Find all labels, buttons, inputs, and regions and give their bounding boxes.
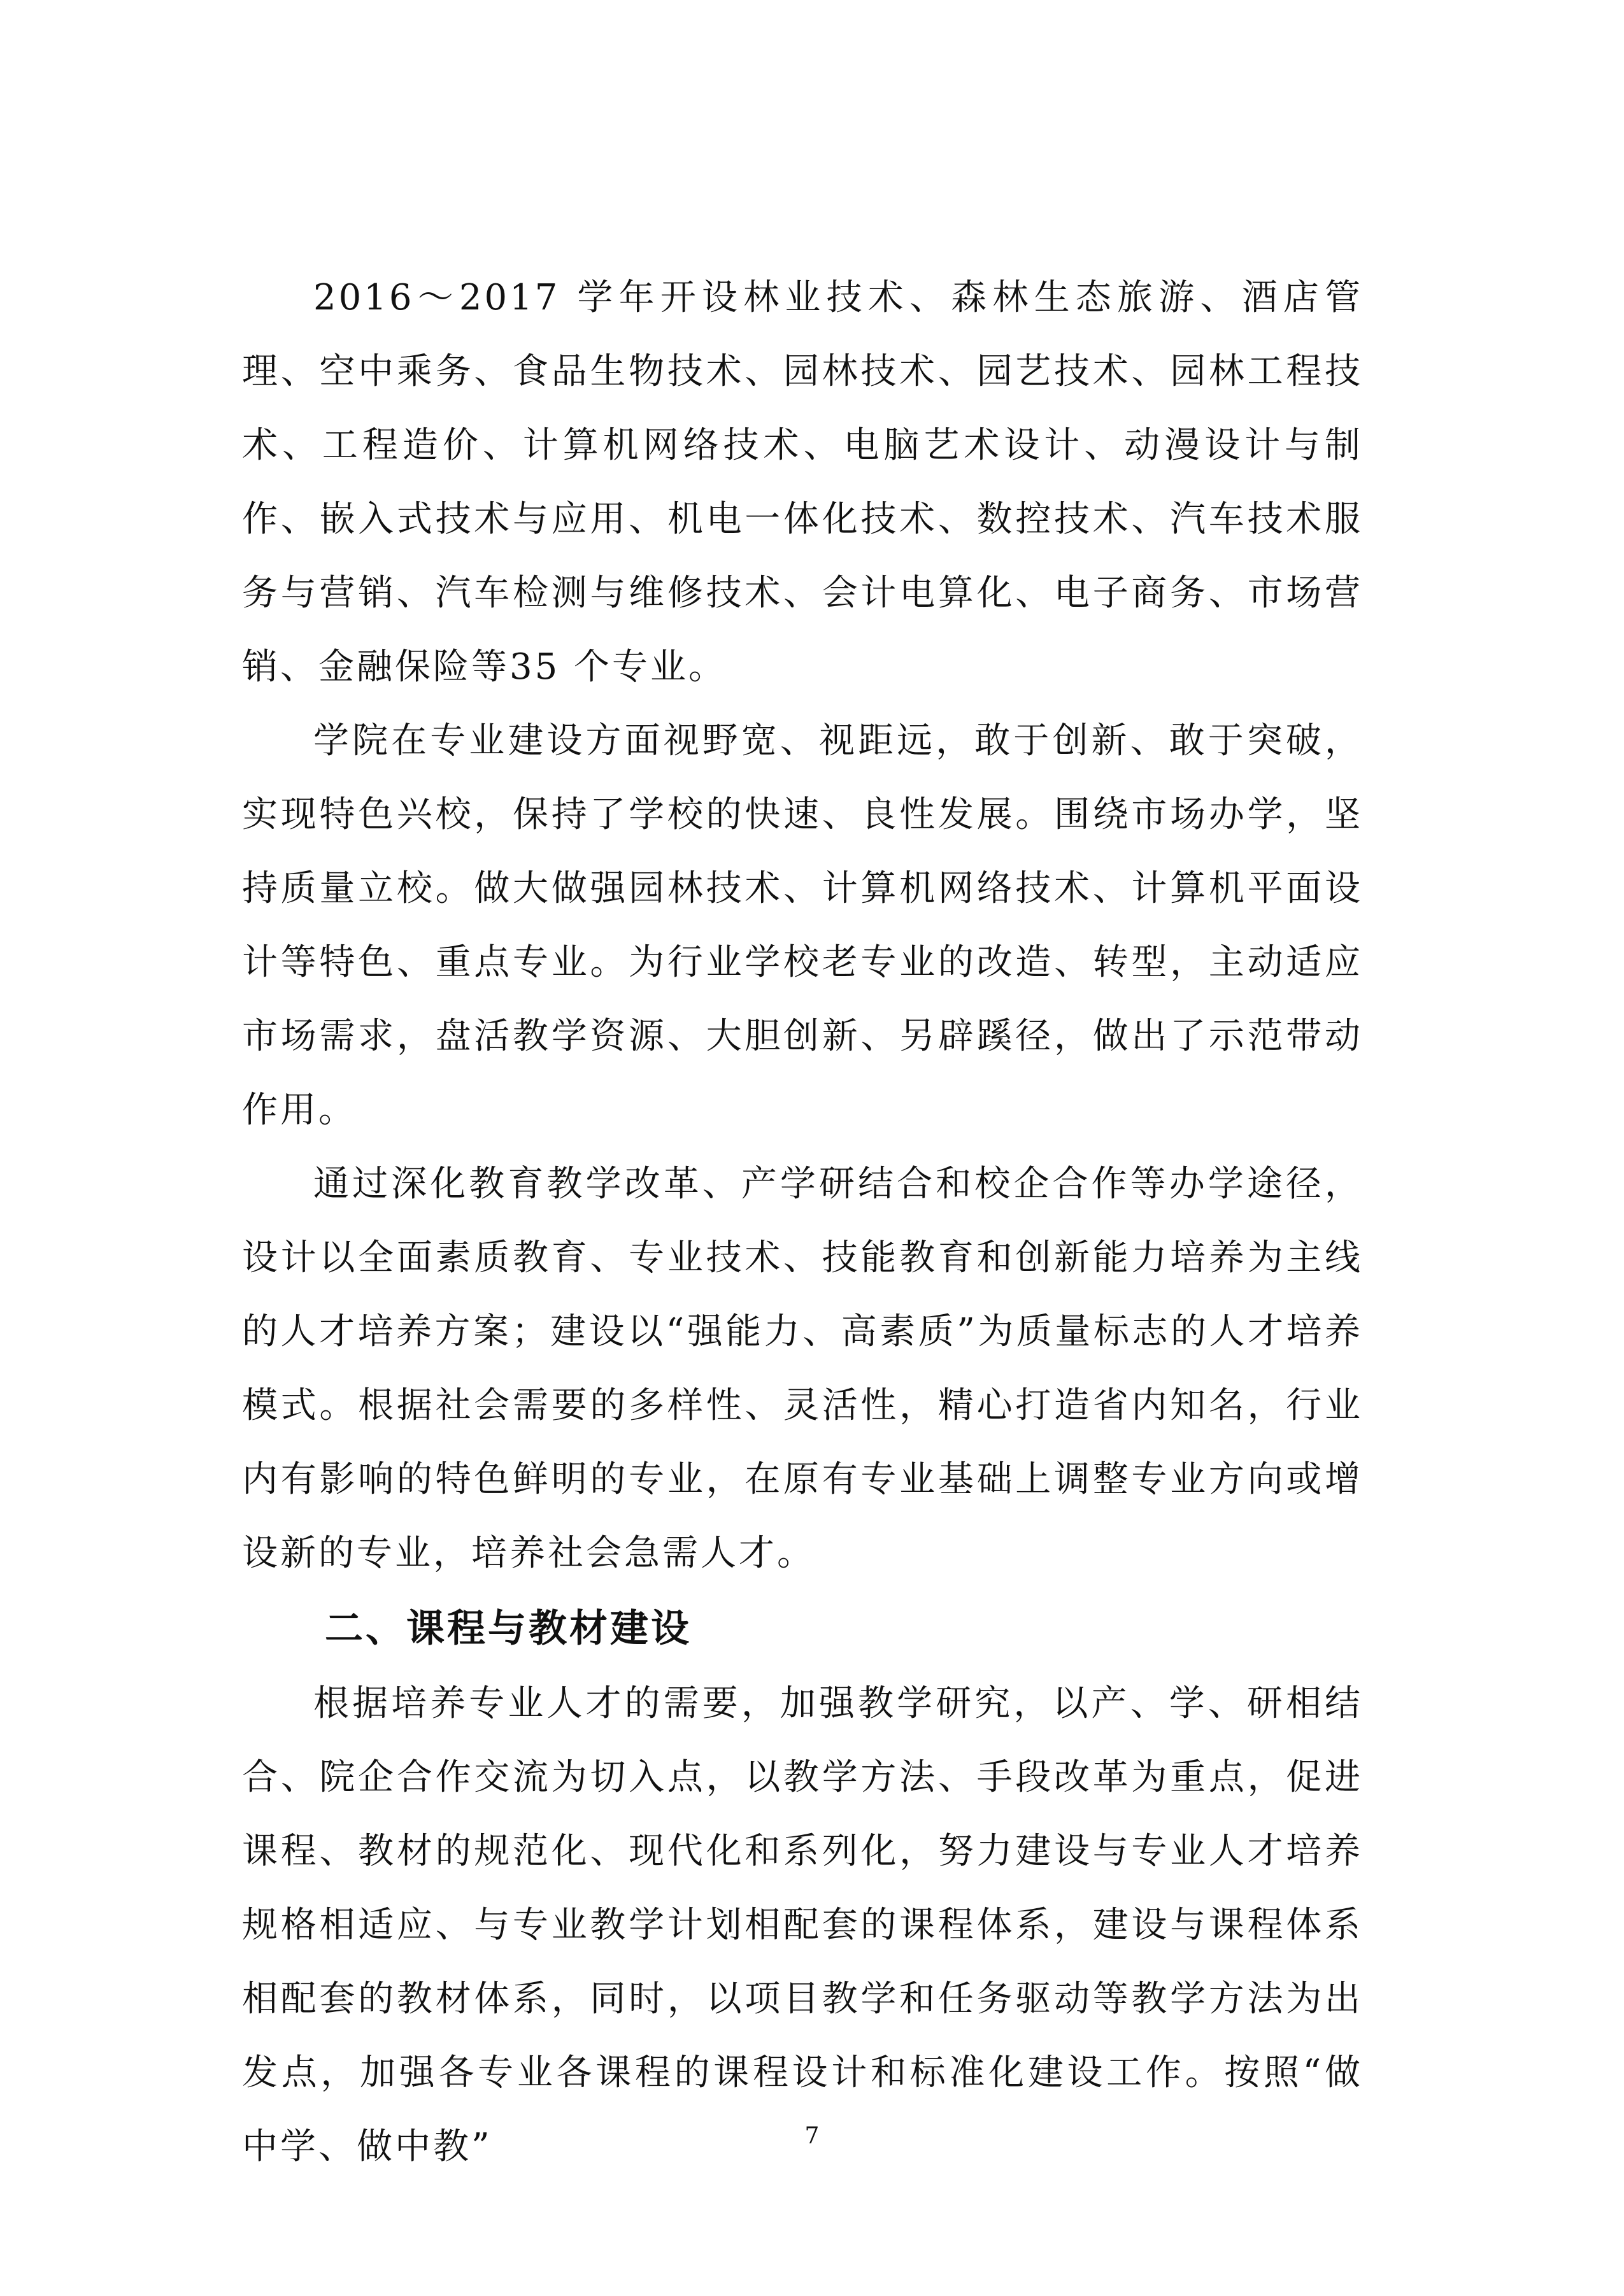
page-number: 7 bbox=[804, 2123, 820, 2149]
page-content bbox=[242, 261, 1363, 2184]
paragraph-talent-training: 通过深化教育教学改革、产学研结合和校企合作等办学途径，设计以全面素质教育、专业技术、技能教育和创新能力培养为主线的人才培养方案；建设以“强能力、高素质”为质量标志的人才培养模式。根据社会需要的多样性、灵活性，精心打造省内知名，行业内有影响的特色鲜明的专业，在原有专业基础上调整专业方向或增设新的专业，培养社会急需人才。 bbox=[242, 1163, 1363, 1574]
section-heading-curriculum: 二、课程与教材建设 bbox=[325, 1606, 692, 1651]
paragraph-curriculum-construction: 根据培养专业人才的需要，加强教学研究，以产、学、研相结合、院企合作交流为切入点，以教学方法、手段改革为重点，促进课程、教材的规范化、现代化和系列化，努力建设与专业人才培养规格相适应、与专业教学计划相配套的课程体系，建设与课程体系相配套的教材体系，同时，以项目教学和任务驱动等教学方法为出发点，加强各专业各课程的课程设计和标准化建设工作。按照“做中学、做中教” bbox=[242, 1683, 1363, 2167]
paragraph-majors-list: 2016～2017 学年开设林业技术、森林生态旅游、酒店管理、空中乘务、食品生物技术、园林技术、园艺技术、园林工程技术、工程造价、计算机网络技术、电脑艺术设计、动漫设计与制作、嵌入式技术与应用、机电一体化技术、数控技术、汽车技术服务与营销、汽车检测与维修技术、会计电算化、电子商务、市场营销、金融保险等35 个专业。 bbox=[242, 277, 1363, 688]
paragraph-major-construction: 学院在专业建设方面视野宽、视距远，敢于创新、敢于突破，实现特色兴校，保持了学校的快速、良性发展。围绕市场办学，坚持质量立校。做大做强园林技术、计算机网络技术、计算机平面设计等特色、重点专业。为行业学校老专业的改造、转型，主动适应市场需求，盘活教学资源、大胆创新、另辟蹊径，做出了示范带动作用。 bbox=[242, 720, 1363, 1131]
